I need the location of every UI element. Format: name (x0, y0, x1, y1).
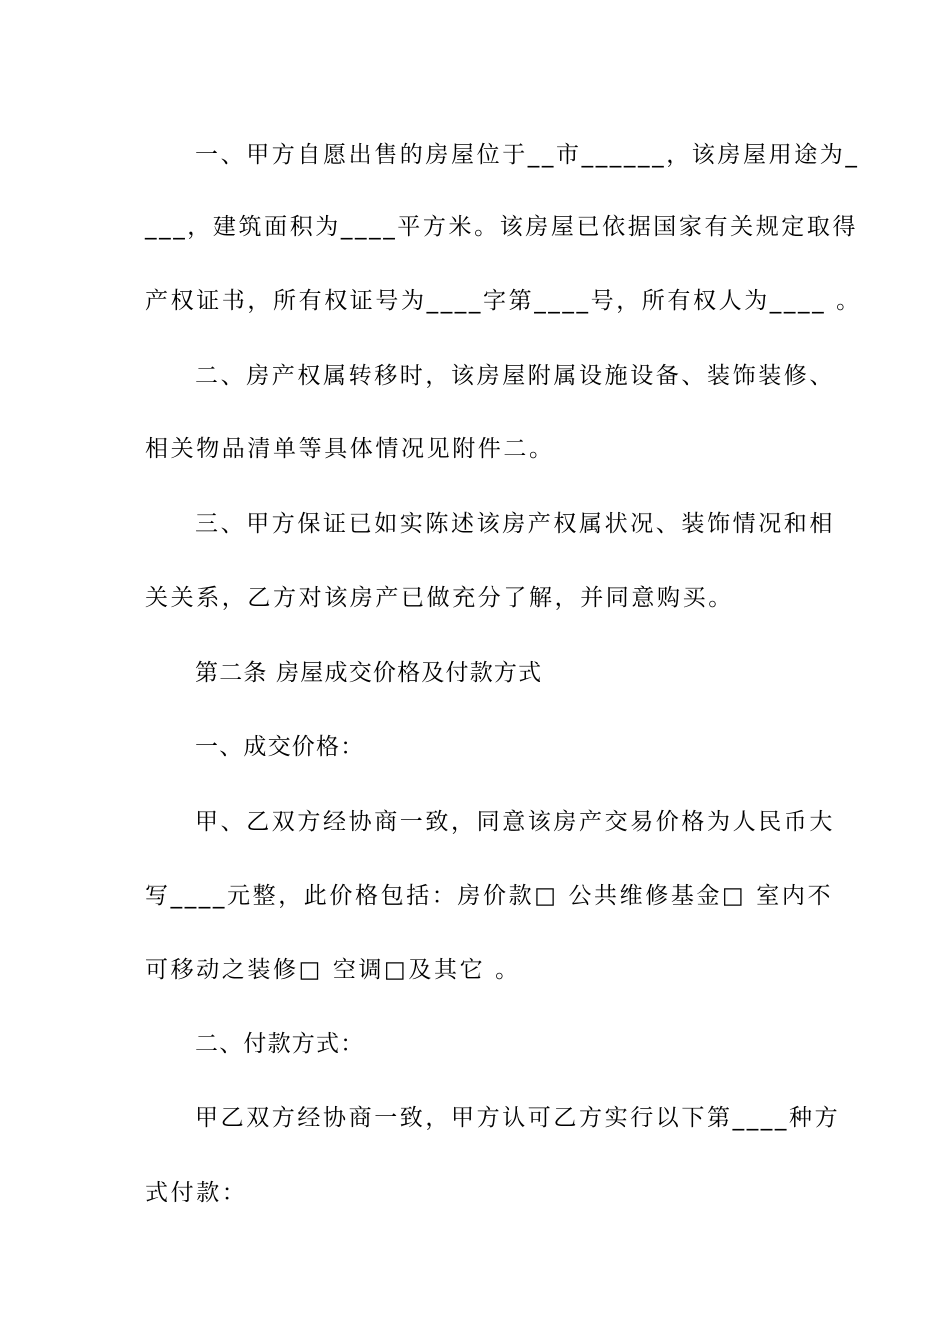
paragraph-line: 甲乙双方经协商一致，甲方认可乙方实行以下第____种方 (195, 1105, 841, 1131)
paragraph-line: ___，建筑面积为____平方米。该房屋已依据国家有关规定取得 (145, 214, 859, 240)
subsection-heading: 二、付款方式： (195, 1031, 365, 1057)
paragraph-line: 可移动之装修□ 空调□及其它 。 (145, 957, 521, 983)
subsection-heading: 一、成交价格： (195, 734, 365, 760)
paragraph-line: 写____元整，此价格包括：房价款□ 公共维修基金□ 室内不 (145, 883, 834, 909)
section-heading: 第二条 房屋成交价格及付款方式 (195, 660, 543, 686)
paragraph-line: 三、甲方保证已如实陈述该房产权属状况、装饰情况和相 (195, 511, 835, 537)
paragraph-line: 相关物品清单等具体情况见附件二。 (145, 436, 555, 462)
paragraph-line: 二、房产权属转移时，该房屋附属设施设备、装饰装修、 (195, 363, 835, 389)
paragraph-line: 一、甲方自愿出售的房屋位于__市______，该房屋用途为_ (195, 142, 860, 168)
paragraph-line: 产权证书，所有权证号为____字第____号，所有权人为____ 。 (145, 288, 862, 314)
paragraph-line: 甲、乙双方经协商一致，同意该房产交易价格为人民币大 (195, 809, 835, 835)
paragraph-line: 式付款： (145, 1180, 248, 1206)
paragraph-line: 关关系，乙方对该房产已做充分了解，并同意购买。 (145, 585, 734, 611)
